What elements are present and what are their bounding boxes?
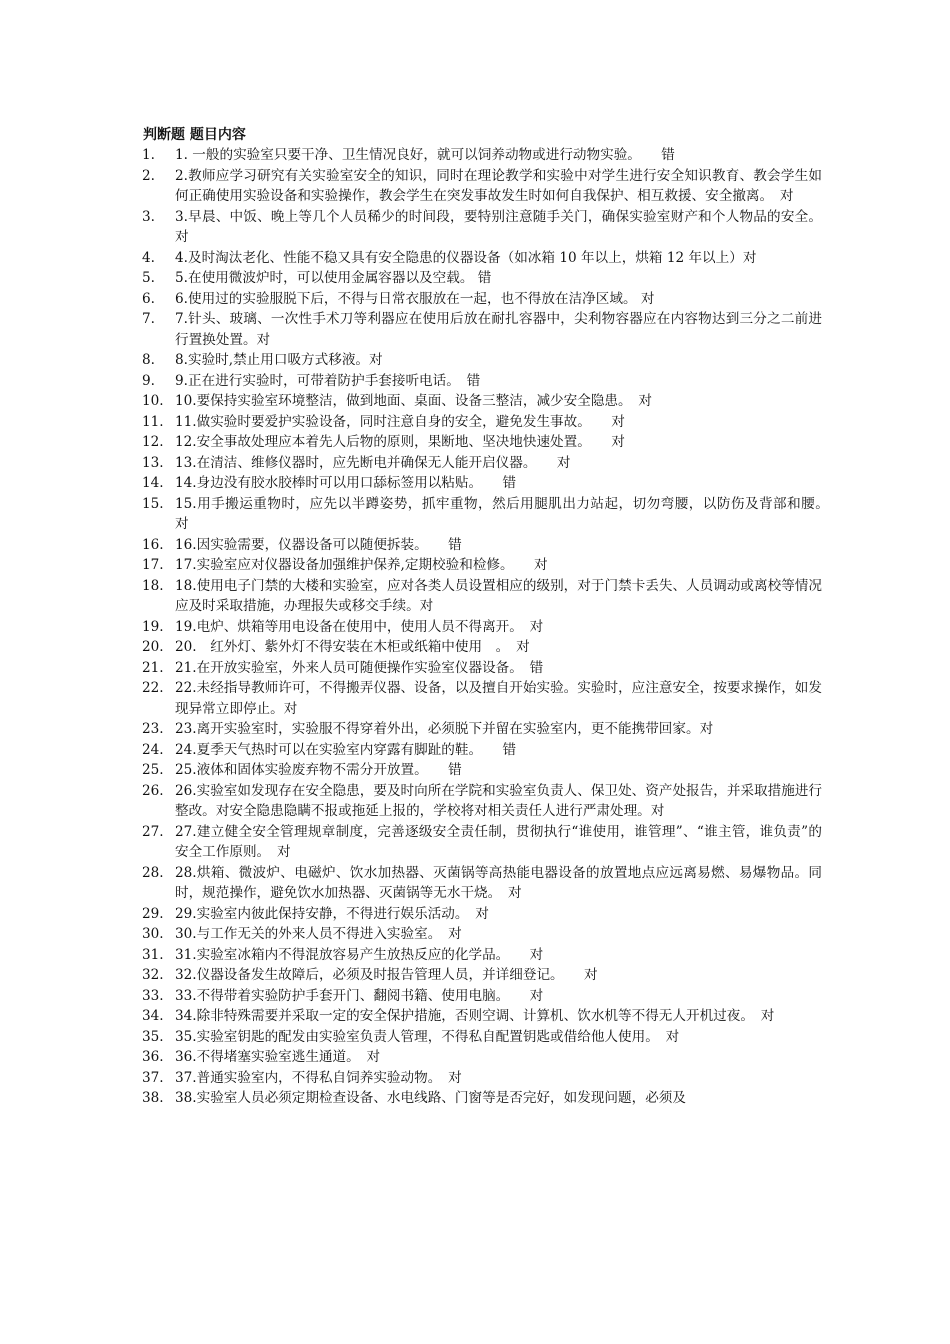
list-item [142, 617, 822, 638]
list-item [142, 289, 822, 310]
list-item [142, 924, 822, 945]
list-item [142, 453, 822, 474]
list-item [142, 350, 822, 371]
item-text: 33.不得带着实验防护手套开门、翻阅书籍、使用电脑。 对 [175, 987, 544, 1004]
list-item [142, 166, 822, 207]
item-number: 34. [142, 1008, 164, 1024]
item-number: 30. [142, 926, 164, 942]
list-item [142, 965, 822, 986]
list-item [142, 268, 822, 289]
list-item [142, 740, 822, 761]
list-item [142, 781, 822, 822]
question-list [142, 145, 836, 1109]
item-number: 5. [142, 270, 155, 286]
item-number: 17. [142, 557, 164, 573]
item-text: 8.实验时,禁止用口吸方式移液。对 [175, 352, 383, 368]
list-item [142, 760, 822, 781]
item-number: 27. [142, 823, 164, 840]
item-number: 9. [142, 372, 155, 389]
item-number: 21. [142, 659, 164, 676]
item-text: 10.要保持实验室环境整洁，做到地面、桌面、设备三整洁，减少安全隐患。 对 [175, 393, 653, 409]
list-item [142, 412, 822, 433]
item-number: 6. [142, 290, 155, 307]
item-number: 36. [142, 1049, 164, 1065]
item-number: 19. [142, 618, 164, 635]
item-text: 29.实验室内彼此保持安静，不得进行娱乐活动。 对 [175, 905, 489, 922]
list-item [142, 494, 836, 535]
item-text: 22.未经指导教师许可，不得搬弄仪器、设备，以及擅自开始实验。实验时，应注意安全，按要求操作，如发现异常立即停止。对 [175, 680, 822, 717]
list-item [142, 309, 822, 350]
item-text: 15.用手搬运重物时，应先以半蹲姿势，抓牢重物，然后用腿肌出力站起，切勿弯腰，以防伤及背部和腰。 对 [175, 495, 836, 532]
item-number: 26. [142, 782, 164, 799]
item-text: 1. 一般的实验室只要干净、卫生情况良好，就可以饲养动物或进行动物实验。 错 [175, 147, 675, 163]
item-number: 12. [142, 434, 164, 450]
item-number: 7. [142, 311, 155, 327]
list-item [142, 945, 822, 966]
item-text: 11.做实验时要爱护实验设备，同时注意自身的安全，避免发生事故。 对 [175, 413, 625, 430]
section-heading: 判断题 题目内容 [143, 127, 246, 143]
list-item [142, 576, 822, 617]
item-text: 25.液体和固体实验废弃物不需分开放置。 错 [175, 762, 462, 778]
list-item [142, 432, 822, 453]
item-text: 19.电炉、烘箱等用电设备在使用中，使用人员不得离开。 对 [175, 618, 544, 635]
item-text: 16.因实验需要，仪器设备可以随便拆装。 错 [175, 536, 462, 553]
item-text: 31.实验室冰箱内不得混放容易产生放热反应的化学品。 对 [175, 946, 544, 963]
item-number: 14. [142, 475, 164, 491]
item-number: 29. [142, 905, 164, 922]
item-number: 38. [142, 1090, 164, 1106]
item-text: 35.实验室钥匙的配发由实验室负责人管理，不得私自配置钥匙或借给他人使用。 对 [175, 1028, 680, 1045]
item-number: 32. [142, 967, 164, 983]
list-item [142, 248, 822, 269]
list-item [142, 863, 822, 904]
item-text: 23.离开实验室时，实验服不得穿着外出，必须脱下并留在实验室内，更不能携带回家。对 [175, 721, 714, 737]
item-text: 34.除非特殊需要并采取一定的安全保护措施，否则空调、计算机、饮水机等不得无人开机过夜。 对 [175, 1008, 775, 1024]
item-number: 35. [142, 1028, 164, 1045]
item-number: 15. [142, 495, 164, 512]
item-text: 27.建立健全安全管理规章制度，完善逐级安全责任制，贯彻执行“谁使用，谁管理”、“谁主管，谁负责”的安全工作原则。 对 [175, 823, 822, 860]
item-number: 10. [142, 393, 164, 409]
item-number: 37. [142, 1069, 164, 1086]
item-text: 14.身边没有胶水胶棒时可以用口舔标签用以粘贴。 错 [175, 475, 517, 491]
item-text: 20. 红外灯、紫外灯不得安装在木柜或纸箱中使用 。 对 [175, 639, 530, 655]
item-number: 25. [142, 762, 164, 778]
list-item [142, 719, 822, 740]
list-item [142, 904, 822, 925]
item-number: 16. [142, 536, 164, 553]
list-item [142, 535, 822, 556]
item-text: 9.正在进行实验时，可带着防护手套接听电话。 错 [175, 372, 481, 389]
item-text: 32.仪器设备发生故障后，必须及时报告管理人员，并详细登记。 对 [175, 967, 598, 983]
item-text: 21.在开放实验室，外来人员可随便操作实验室仪器设备。 错 [175, 659, 544, 676]
item-number: 8. [142, 352, 155, 368]
list-item [142, 473, 822, 494]
item-number: 24. [142, 741, 164, 758]
item-text: 38.实验室人员必须定期检查设备、水电线路、门窗等是否完好，如发现问题，必须及 [175, 1090, 686, 1106]
item-number: 3. [142, 208, 155, 225]
list-item [142, 1047, 822, 1068]
item-number: 31. [142, 946, 164, 963]
item-number: 1. [142, 147, 155, 163]
item-text: 18.使用电子门禁的大楼和实验室，应对各类人员设置相应的级别，对于门禁卡丢失、人员调动或离校等情况应及时采取措施，办理报失或移交手续。对 [175, 577, 822, 614]
list-item [142, 1027, 822, 1048]
item-text: 36.不得堵塞实验室逃生通道。 对 [175, 1049, 381, 1065]
list-item [142, 678, 822, 719]
list-item [142, 986, 822, 1007]
item-number: 28. [142, 864, 164, 881]
list-item [142, 637, 822, 658]
item-number: 23. [142, 721, 164, 737]
item-text: 4.及时淘汰老化、性能不稳又具有安全隐患的仪器设备（如冰箱 10 年以上，烘箱 12 年以上）对 [175, 249, 757, 266]
item-text: 5.在使用微波炉时，可以使用金属容器以及空载。 错 [175, 270, 492, 286]
item-text: 12.安全事故处理应本着先人后物的原则，果断地、坚决地快速处置。 对 [175, 434, 625, 450]
list-item [142, 391, 822, 412]
item-number: 4. [142, 249, 155, 266]
item-text: 30.与工作无关的外来人员不得进入实验室。 对 [175, 926, 462, 942]
item-text: 7.针头、玻璃、一次性手术刀等利器应在使用后放在耐扎容器中，尖利物容器应在内容物达到三分之二前进行置换处置。对 [175, 311, 822, 348]
list-item [142, 1006, 822, 1027]
item-number: 20. [142, 639, 164, 655]
item-text: 17.实验室应对仪器设备加强维护保养,定期校验和检修。 对 [175, 557, 548, 573]
list-item [142, 145, 822, 166]
list-item [142, 555, 822, 576]
item-text: 37.普通实验室内，不得私自饲养实验动物。 对 [175, 1069, 462, 1086]
item-text: 28.烘箱、微波炉、电磁炉、饮水加热器、灭菌锅等高热能电器设备的放置地点应远离易燃、易爆物品。同时，规范操作，避免饮水加热器、灭菌锅等无水干烧。 对 [175, 864, 822, 901]
item-number: 22. [142, 680, 164, 696]
list-item [142, 371, 822, 392]
item-text: 26.实验室如发现存在安全隐患，要及时向所在学院和实验室负责人、保卫处、资产处报告，并采取措施进行整改。对安全隐患隐瞒不报或拖延上报的，学校将对相关责任人进行严肃处理。对 [175, 782, 822, 819]
item-number: 11. [142, 413, 164, 430]
list-item [142, 1088, 822, 1109]
item-text: 13.在清洁、维修仪器时，应先断电并确保无人能开启仪器。 对 [175, 454, 571, 471]
item-text: 3.早晨、中饭、晚上等几个人员稀少的时间段，要特别注意随手关门，确保实验室财产和个人物品的安全。对 [175, 208, 822, 245]
item-number: 33. [142, 987, 164, 1004]
item-text: 6.使用过的实验服脱下后，不得与日常衣服放在一起，也不得放在洁净区域。 对 [175, 290, 655, 307]
item-text: 2.教师应学习研究有关实验室安全的知识，同时在理论教学和实验中对学生进行安全知识教育、教会学生如何正确使用实验设备和实验操作，教会学生在突发事故发生时如何自我保护、相互救援、安全撤离。 对 [175, 167, 822, 204]
list-item [142, 1068, 822, 1089]
item-number: 2. [142, 167, 155, 184]
item-number: 18. [142, 577, 164, 594]
item-text: 24.夏季天气热时可以在实验室内穿露有脚趾的鞋。 错 [175, 741, 517, 758]
item-number: 13. [142, 454, 164, 471]
list-item [142, 207, 822, 248]
list-item [142, 658, 822, 679]
list-item [142, 822, 822, 863]
